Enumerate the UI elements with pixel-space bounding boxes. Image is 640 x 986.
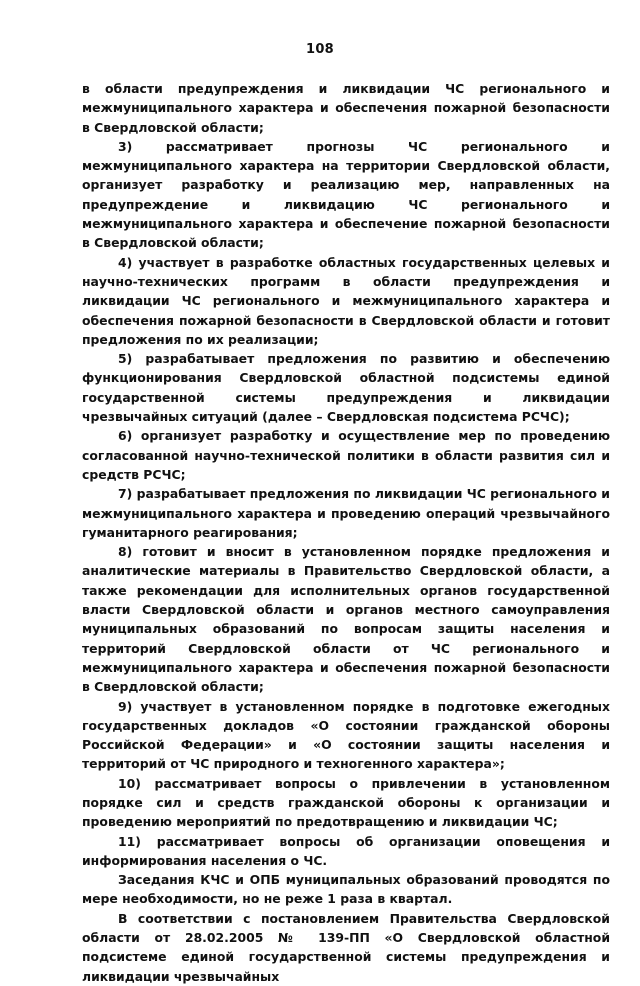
paragraph-item-3: 3) рассматривает прогнозы ЧС регионального и межмуниципального характера на территории Свердловской области, организует разработку и реализацию мер, направленных на предупреждение и ликвидацию ЧС регионального и межмуниципального характера и обеспечение пожарной безопасности в Свердловской области; [82, 138, 610, 251]
paragraph-item-7: 7) разрабатывает предложения по ликвидации ЧС регионального и межмуниципального характера и проведению операций чрезвычайного гуманитарного реагирования; [82, 486, 610, 540]
paragraph-item-11: 11) рассматривает вопросы об организации оповещения и информирования населения о ЧС. [82, 833, 610, 868]
paragraph-item-8: 8) готовит и вносит в установленном порядке предложения и аналитические материалы в Правительство Свердловской области, а также рекомендации для исполнительных органов государственной власти Свердловской области и органов местного самоуправления муниципальных образований по вопросам защиты населения и территорий Свердловской области от ЧС регионального и межмуниципального характера и обеспечения пожарной безопасности в Свердловской области; [82, 544, 610, 695]
paragraph-resolution: В соответствии с постановлением Правительства Свердловской области от 28.02.2005 № 139-ПП «О Свердловской областной подсистеме единой государственной системы предупреждения и ликвидации чрезвычайных [82, 910, 610, 984]
paragraph-meetings: Заседания КЧС и ОПБ муниципальных образований проводятся по мере необходимости, но не реже 1 раза в квартал. [82, 872, 610, 907]
paragraph-continuation: в области предупреждения и ликвидации ЧС регионального и межмуниципального характера и обеспечения пожарной безопасности в Свердловской области; [82, 81, 610, 135]
paragraph-item-4: 4) участвует в разработке областных государственных целевых и научно-технических программ в области предупреждения и ликвидации ЧС регионального и межмуниципального характера и обеспечения пожарной безопасности в Свердловской области и готовит предложения по их реализации; [82, 254, 610, 347]
paragraph-item-5: 5) разрабатывает предложения по развитию и обеспечению функционирования Свердловской областной подсистемы единой государственной системы предупреждения и ликвидации чрезвычайных ситуаций (далее – Свердловская подсистема РСЧС); [82, 351, 610, 425]
paragraph-item-10: 10) рассматривает вопросы о привлечении в установленном порядке сил и средств гражданской обороны к организации и проведению мероприятий по предотвращению и ликвидации ЧС; [82, 775, 610, 830]
document-body [82, 79, 610, 986]
paragraph-item-6: 6) организует разработку и осуществление мер по проведению согласованной научно-технической политики в области развития сил и средств РСЧС; [82, 428, 610, 482]
paragraph-item-9: 9) участвует в установленном порядке в подготовке ежегодных государственных докладов «О состоянии гражданской обороны Российской Федерации» и «О состоянии защиты населения и территорий от ЧС природного и техногенного характера»; [82, 698, 610, 772]
page-number: 108 [305, 42, 335, 57]
